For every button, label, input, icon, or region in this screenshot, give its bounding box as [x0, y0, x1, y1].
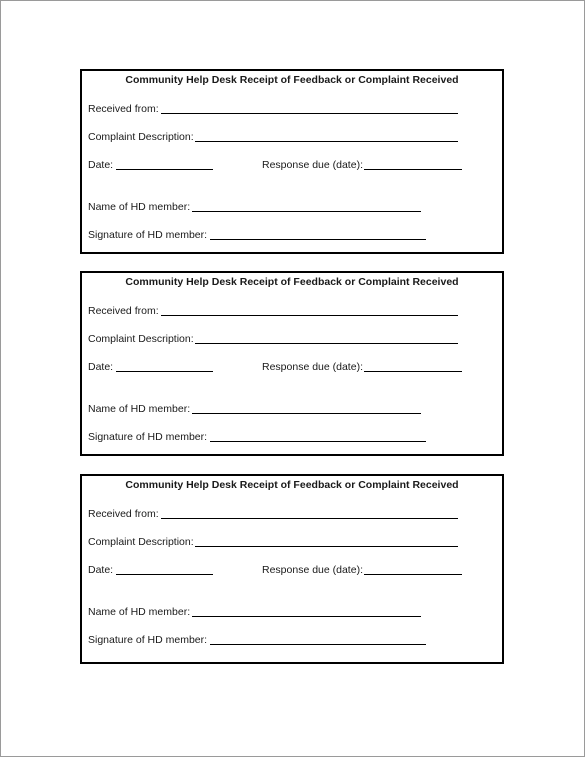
date-label: Date: — [88, 361, 114, 373]
response-due-label: Response due (date): — [262, 361, 363, 373]
complaint-description-row — [88, 535, 498, 549]
received-from-label: Received from: — [88, 305, 159, 317]
received-from-field[interactable] — [161, 518, 458, 519]
hd-member-signature-field[interactable] — [210, 239, 426, 240]
response-due-label: Response due (date): — [262, 564, 363, 576]
response-due-field[interactable] — [364, 574, 462, 575]
response-due-field[interactable] — [364, 371, 462, 372]
complaint-description-label: Complaint Description: — [88, 131, 194, 143]
hd-member-signature-field[interactable] — [210, 644, 426, 645]
complaint-description-field[interactable] — [195, 343, 458, 344]
receipt-form-2 — [80, 271, 504, 456]
hd-member-signature-row — [88, 430, 498, 444]
date-label: Date: — [88, 564, 114, 576]
received-from-label: Received from: — [88, 103, 159, 115]
complaint-description-field[interactable] — [195, 141, 458, 142]
receipt-form-1 — [80, 69, 504, 254]
date-field[interactable] — [116, 574, 213, 575]
complaint-description-label: Complaint Description: — [88, 333, 194, 345]
hd-member-signature-field[interactable] — [210, 441, 426, 442]
receipt-form-3 — [80, 474, 504, 664]
receipt-title: Community Help Desk Receipt of Feedback or Complaint Received — [125, 276, 459, 288]
hd-member-name-row — [88, 200, 498, 214]
hd-member-signature-row — [88, 633, 498, 647]
hd-member-name-row — [88, 402, 498, 416]
hd-member-name-field[interactable] — [192, 211, 421, 212]
received-from-row — [88, 304, 498, 318]
date-label: Date: — [88, 159, 114, 171]
hd-member-signature-label: Signature of HD member: — [88, 229, 208, 241]
response-due-label: Response due (date): — [262, 159, 363, 171]
received-from-row — [88, 102, 498, 116]
hd-member-signature-label: Signature of HD member: — [88, 431, 208, 443]
hd-member-name-row — [88, 605, 498, 619]
complaint-description-row — [88, 332, 498, 346]
receipt-title: Community Help Desk Receipt of Feedback or Complaint Received — [125, 74, 459, 86]
hd-member-signature-label: Signature of HD member: — [88, 634, 208, 646]
received-from-field[interactable] — [161, 113, 458, 114]
date-row — [88, 360, 498, 374]
receipt-title: Community Help Desk Receipt of Feedback or Complaint Received — [125, 479, 459, 491]
response-due-field[interactable] — [364, 169, 462, 170]
hd-member-name-field[interactable] — [192, 413, 421, 414]
hd-member-name-label: Name of HD member: — [88, 403, 191, 415]
received-from-field[interactable] — [161, 315, 458, 316]
hd-member-name-label: Name of HD member: — [88, 201, 191, 213]
received-from-row — [88, 507, 498, 521]
hd-member-name-field[interactable] — [192, 616, 421, 617]
complaint-description-label: Complaint Description: — [88, 536, 194, 548]
hd-member-name-label: Name of HD member: — [88, 606, 191, 618]
date-row — [88, 158, 498, 172]
date-field[interactable] — [116, 169, 213, 170]
date-field[interactable] — [116, 371, 213, 372]
received-from-label: Received from: — [88, 508, 159, 520]
hd-member-signature-row — [88, 228, 498, 242]
date-row — [88, 563, 498, 577]
complaint-description-row — [88, 130, 498, 144]
complaint-description-field[interactable] — [195, 546, 458, 547]
